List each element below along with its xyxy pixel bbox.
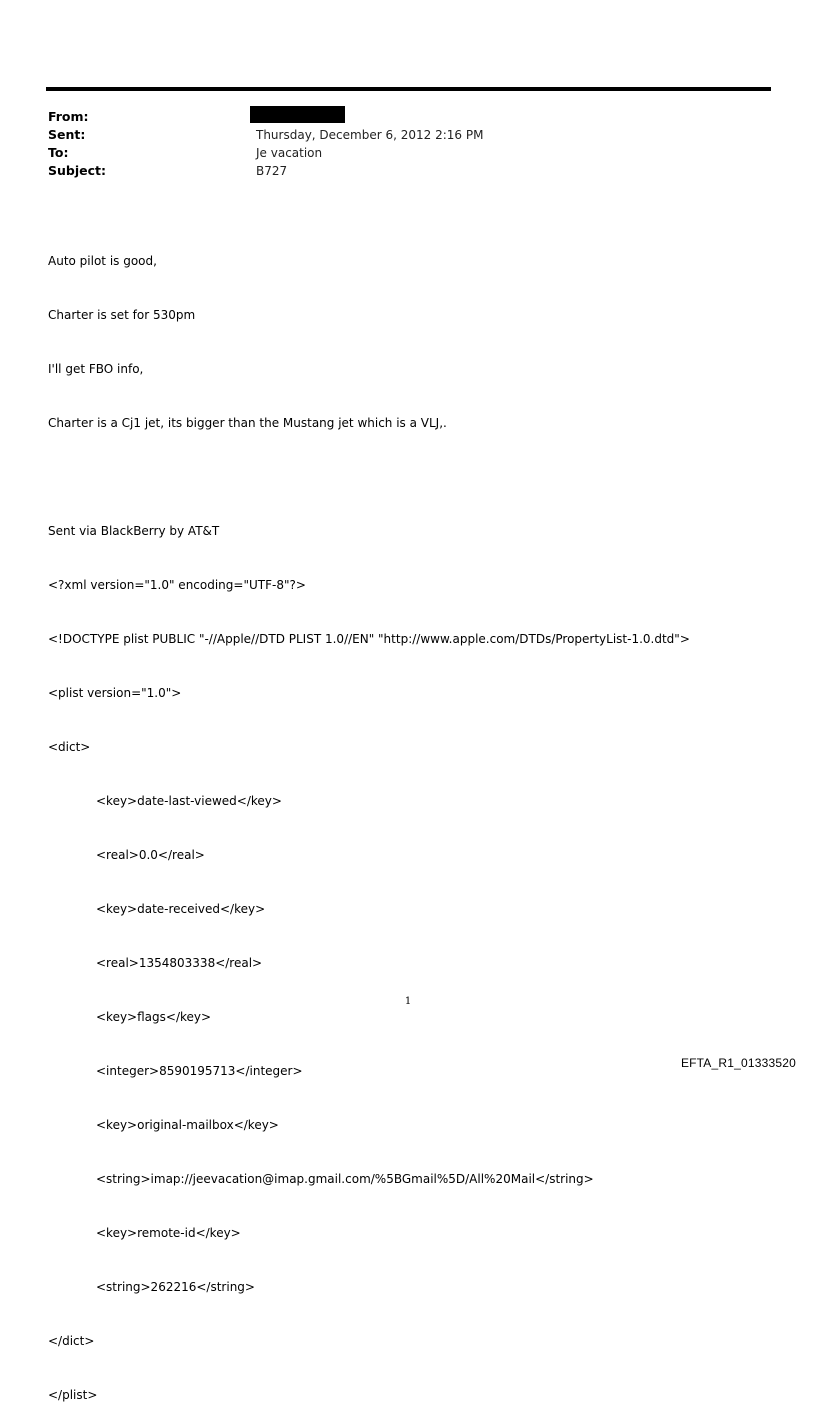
message-line: I'll get FBO info, — [48, 362, 144, 376]
message-line: Charter is set for 530pm — [48, 308, 196, 322]
sent-value: Thursday, December 6, 2012 2:16 PM — [256, 128, 484, 142]
email-body — [48, 216, 768, 1422]
plist-entry: <key>original-mailbox</key> — [96, 1118, 279, 1132]
dict-open-tag: <dict> — [48, 740, 91, 754]
plist-doctype: <!DOCTYPE plist PUBLIC "-//Apple//DTD PLIST 1.0//EN" "http://www.apple.com/DTDs/PropertyList-1.0.dtd"> — [48, 632, 690, 646]
signature-line: Sent via BlackBerry by AT&T — [48, 524, 220, 538]
plist-entry: <integer>8590195713</integer> — [96, 1064, 303, 1078]
plist-entry: <key>remote-id</key> — [96, 1226, 241, 1240]
paragraph-gap — [48, 468, 768, 486]
plist-entry: <string>imap://jeevacation@imap.gmail.com/%5BGmail%5D/All%20Mail</string> — [96, 1172, 594, 1186]
plist-open-tag: <plist version="1.0"> — [48, 686, 182, 700]
email-header — [48, 108, 748, 180]
to-label: To: — [48, 145, 69, 160]
message-line: Charter is a Cj1 jet, its bigger than the Mustang jet which is a VLJ,. — [48, 416, 447, 430]
subject-label: Subject: — [48, 163, 106, 178]
message-line: Auto pilot is good, — [48, 254, 157, 268]
plist-entry: <real>1354803338</real> — [96, 956, 263, 970]
plist-entry: <key>flags</key> — [96, 1010, 212, 1024]
plist-entry: <key>date-received</key> — [96, 902, 266, 916]
plist-entry: <key>date-last-viewed</key> — [96, 794, 282, 808]
document-id: EFTA_R1_01333520 — [680, 1056, 796, 1070]
sent-row — [48, 126, 748, 144]
plist-entry: <real>0.0</real> — [96, 848, 205, 862]
to-value: Je vacation — [256, 146, 323, 160]
page-number: 1 — [404, 996, 412, 1007]
redaction-block — [250, 106, 345, 123]
subject-value: B727 — [256, 164, 288, 178]
from-row — [48, 108, 748, 126]
dict-close-tag: </dict> — [48, 1334, 95, 1348]
plist-entry: <string>262216</string> — [96, 1280, 255, 1294]
sent-label: Sent: — [48, 127, 86, 142]
to-row — [48, 144, 748, 162]
subject-row — [48, 162, 748, 180]
header-divider-rule — [46, 87, 771, 91]
from-label: From: — [48, 109, 89, 124]
plist-close-tag: </plist> — [48, 1388, 98, 1402]
plist-xml-declaration: <?xml version="1.0" encoding="UTF-8"?> — [48, 578, 306, 592]
